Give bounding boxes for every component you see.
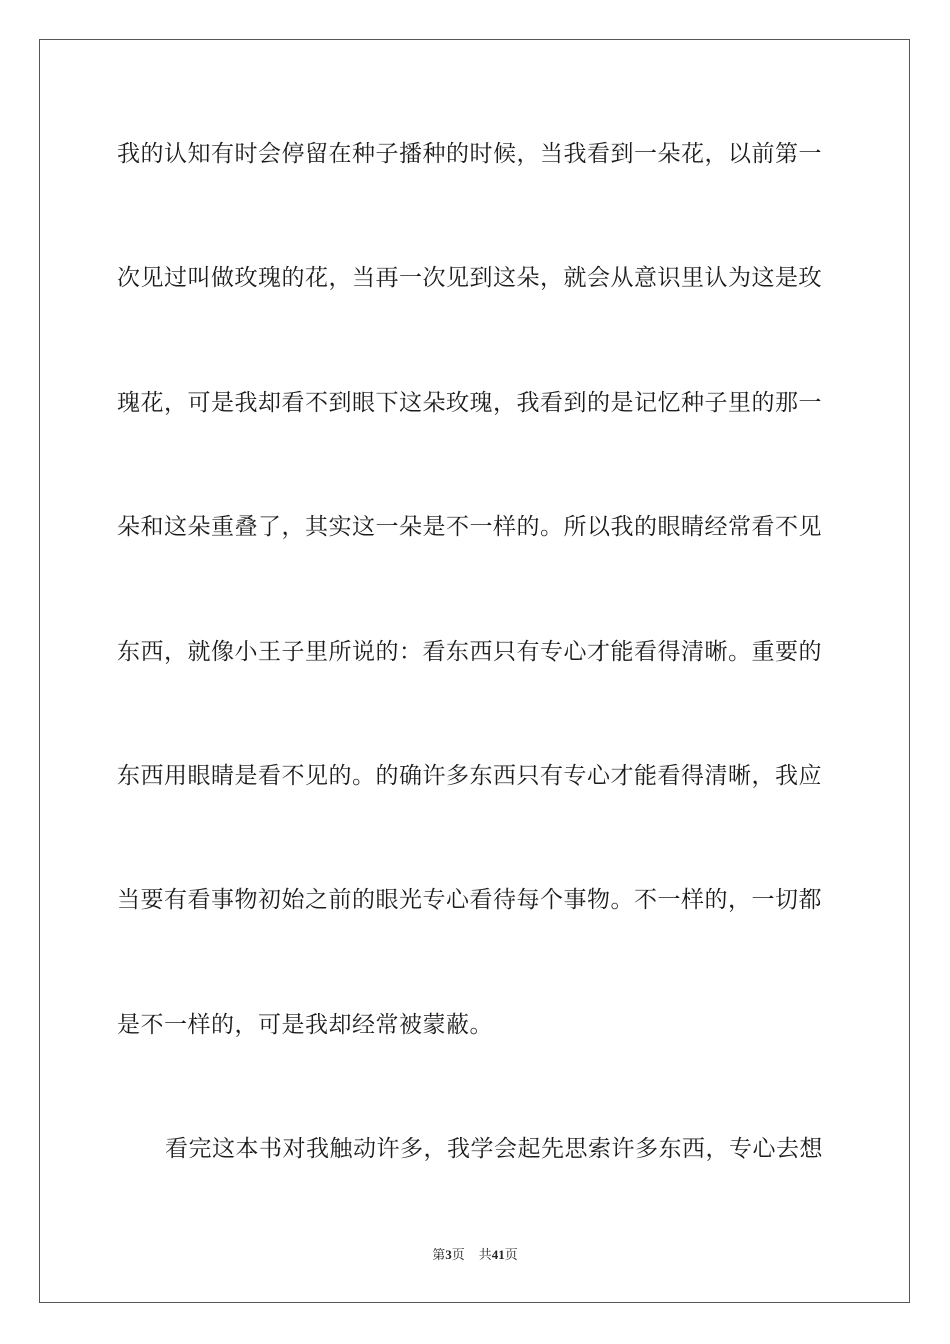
total-label-suffix: 页 xyxy=(504,1248,518,1263)
total-pages: 41 xyxy=(491,1247,505,1262)
body-text-line-indented: 看完这本书对我触动许多，我学会起先思索许多东西，专心去想 xyxy=(165,1136,823,1162)
body-text-line: 是不一样的，可是我却经常被蒙蔽。 xyxy=(117,1012,493,1038)
body-text-line: 瑰花，可是我却看不到眼下这朵玫瑰，我看到的是记忆种子里的那一 xyxy=(117,390,822,416)
total-label-prefix: 共 xyxy=(478,1248,492,1263)
page-footer xyxy=(0,1246,950,1265)
page-label-prefix: 第 xyxy=(432,1248,446,1263)
page-label-suffix: 页 xyxy=(451,1248,465,1263)
body-text-line: 朵和这朵重叠了，其实这一朵是不一样的。所以我的眼睛经常看不见 xyxy=(117,514,822,540)
page-number: 3 xyxy=(445,1247,452,1262)
body-text-line: 东西，就像小王子里所说的：看东西只有专心才能看得清晰。重要的 xyxy=(117,639,822,665)
body-text-line: 次见过叫做玫瑰的花，当再一次见到这朵，就会从意识里认为这是玫 xyxy=(117,265,822,291)
page-border xyxy=(39,39,910,1303)
body-text-line: 我的认知有时会停留在种子播种的时候，当我看到一朵花，以前第一 xyxy=(117,141,822,167)
body-text-line: 当要有看事物初始之前的眼光专心看待每个事物。不一样的，一切都 xyxy=(117,887,822,913)
body-text-line: 东西用眼睛是看不见的。的确许多东西只有专心才能看得清晰，我应 xyxy=(117,763,822,789)
